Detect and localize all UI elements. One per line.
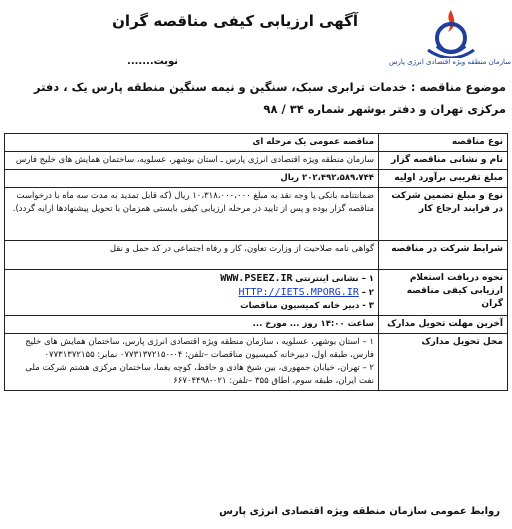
table-row (5, 152, 508, 170)
table-row (5, 134, 508, 152)
round-number: نوبت....... (127, 56, 178, 67)
receive-item-1-prefix: ۱ – نشانی اینترنتی (295, 274, 374, 284)
org-name: سازمان منطقه ویژه اقتصادی انرژی پارس (388, 58, 512, 66)
table-row (5, 170, 508, 188)
pseez-website-link[interactable]: WWW.PSEEZ.IR (220, 273, 293, 284)
budget-value: ۲۰۲،۴۹۲،۵۸۹،۷۴۴ ریال (5, 170, 379, 188)
guarantee-value: ضمانتنامه بانکی یا وجه نقد به مبلغ ۱۰،۳۱۸،۰۰۰،۰۰۰ ریال (که قابل تمدید به مدت سه ماه با درخواست مناقصه گزار بوده و پس از تایید در مرحله ارزیابی کیفی بایستی همزمان با تحویل پیشنهادها ارایه گردد). (5, 188, 379, 241)
conditions-value: گواهی نامه صلاحیت از وزارت تعاون، کار و رفاه اجتماعی در کد حمل و نقل (5, 241, 379, 270)
tender-subject: موضوع مناقصه : خدمات ترابری سبک، سنگین و نیمه سنگین منطقه پارس یک ، دفتر مرکزی تهران و دفتر بوشهر شماره ۳۴ / ۹۸ (33, 80, 506, 116)
type-label: نوع مناقصه (379, 134, 508, 152)
iets-website-link[interactable]: HTTP://IETS.MPORG.IR (238, 287, 359, 298)
deadline-label: آخرین مهلت تحویل مدارک (379, 316, 508, 334)
receive-item-1 (9, 272, 374, 286)
guarantee-label: نوع و مبلغ تضمین شرکت در فرایند ارجاع کار (379, 188, 508, 241)
org-value: سازمان منطقه ویژه اقتصادی انرژی پارس ـ استان بوشهر، عسلویه، ساختمان همایش های خلیج فارس (5, 152, 379, 170)
table-row (5, 241, 508, 270)
deadline-value: ساعت ۱۴:۰۰ روز ... مورخ ... (5, 316, 379, 334)
footer-signature: روابط عمومی سازمان منطقه ویژه اقتصادی انرژی پارس (219, 506, 500, 517)
delivery-item-2: ۲ – تهران، خیابان جمهوری، بین شیخ هادی و حافظ، کوچه یغما، ساختمان مرکزی هشتم شرکت ملی نفت ایران، طبقه سوم، اطاق ۳۵۵ –تلفن: ۰۲۱-۶۶۷۰۴۴۹۸ (25, 363, 374, 386)
table-row (5, 316, 508, 334)
receive-label: نحوه دریافت استعلام ارزیابی کیفی مناقصه گران (379, 270, 508, 316)
table-row (5, 334, 508, 391)
receive-item-3: ۳ - دبیر خانه کمیسیون مناقصات (240, 301, 374, 311)
budget-label: مبلغ تقریبی برآورد اولیه (379, 170, 508, 188)
delivery-item-1: ۱ – استان بوشهر، عسلویه ، سازمان منطقه ویژه اقتصادی انرژی پارس، ساختمان همایش های خلیج فارس، طبقه اول، دبیرخانه کمیسیون مناقصات –تلفن: ۰۴-۰۷۷۳۱۳۷۲۱۵۰ نمابر: ۰۷۷۳۱۳۷۲۱۵۵ (25, 337, 374, 360)
table-row (5, 188, 508, 241)
table-row (5, 270, 508, 316)
tender-table (4, 133, 508, 391)
delivery-label: محل تحویل مدارک (379, 334, 508, 391)
delivery-value (5, 334, 379, 391)
receive-value (5, 270, 379, 316)
receive-item-2-prefix: ۲ – (361, 288, 374, 298)
receive-item-2 (9, 286, 374, 300)
conditions-label: شرایط شرکت در مناقصه (379, 241, 508, 270)
header (4, 4, 512, 78)
type-value: مناقصه عمومی یک مرحله ای (5, 134, 379, 152)
org-label: نام و نشانی مناقصه گزار (379, 152, 508, 170)
pseez-logo-icon (424, 6, 478, 58)
ad-title: آگهی ارزیابی کیفی مناقصه گران (112, 12, 358, 30)
org-logo (388, 6, 512, 76)
